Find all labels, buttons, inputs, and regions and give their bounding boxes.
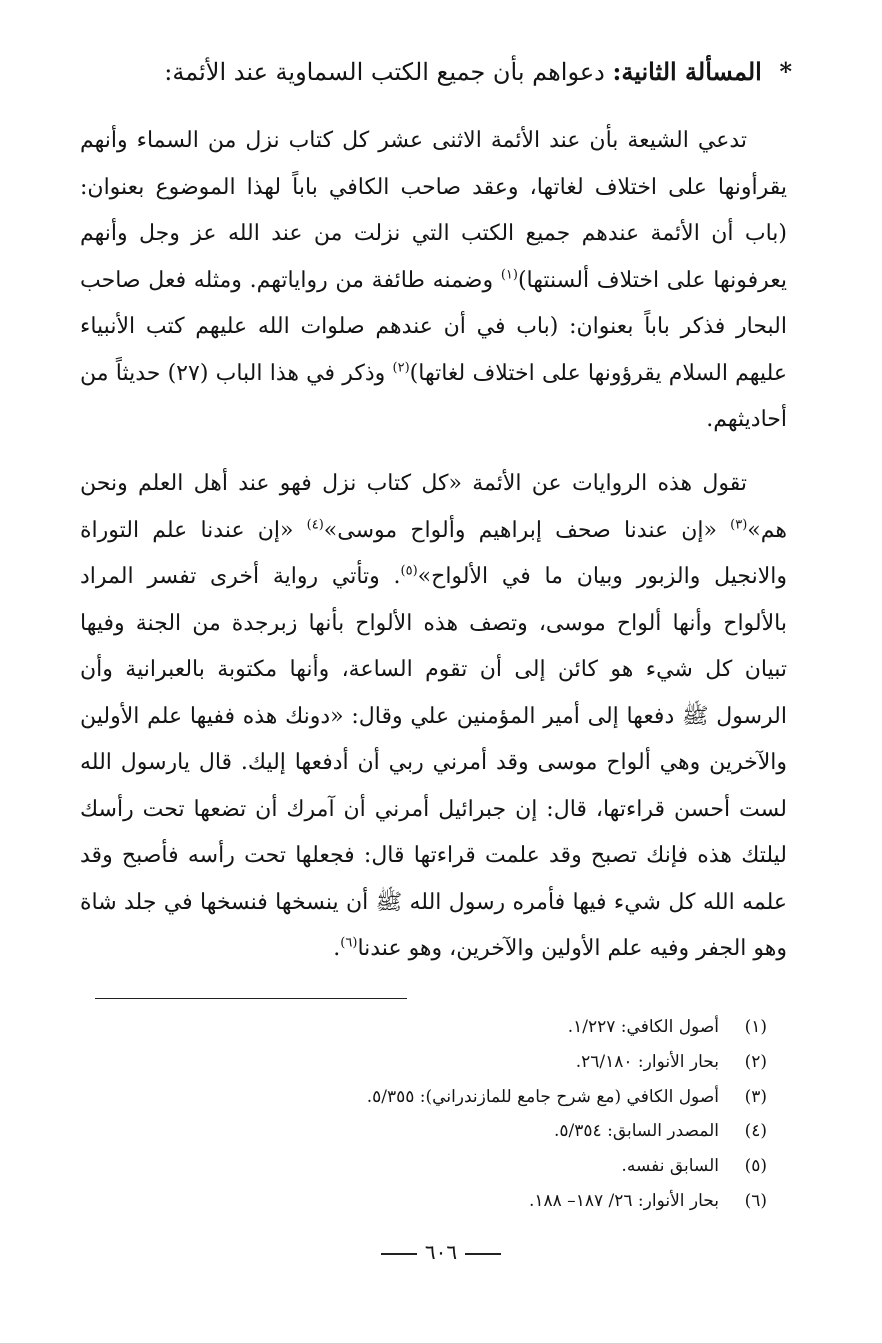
- paragraph-2-text-e: .: [333, 936, 341, 961]
- heading-label: المسألة الثانية:: [612, 57, 762, 86]
- asterisk-marker: *: [779, 57, 792, 86]
- footnote-number: (٤): [744, 1121, 767, 1142]
- footnote-text: بحار الأنوار: ٢٦/ ١٨٧– ١٨٨.: [528, 1190, 719, 1211]
- paragraph-1-text-b: وضمنه طائفة من رواياتهم. ومثله فعل صاحب البحار فذكر باباً بعنوان: (باب في أن عندهم صلوات الله عليهم كتب الأنبياء عليهم السلام يقرؤونها على اختلاف لغاتها): [80, 267, 787, 386]
- footnote-ref-1: (١): [500, 267, 518, 283]
- page-number-value: ٦٠٦: [424, 1240, 458, 1264]
- page-number: [0, 1240, 882, 1264]
- footnote-text: أصول الكافي (مع شرح جامع للمازندراني): ٥/٣٥٥.: [366, 1086, 719, 1107]
- footnote-separator: [95, 998, 407, 999]
- footnote-item: [100, 1045, 767, 1080]
- paragraph-1: [80, 118, 787, 444]
- paragraph-2: [80, 461, 787, 973]
- footnote-number: (٥): [744, 1156, 767, 1177]
- footnote-ref-6: (٦): [340, 935, 358, 951]
- footnote-number: (٦): [744, 1190, 767, 1211]
- footnote-number: (٢): [744, 1051, 767, 1072]
- footnote-text: المصدر السابق: ٥/٣٥٤.: [554, 1121, 719, 1142]
- footnote-number: (١): [744, 1017, 767, 1037]
- footnote-text: بحار الأنوار: ٢٦/١٨٠.: [575, 1051, 719, 1072]
- paragraph-2-text-b: «إن عندنا صحف إبراهيم وألواح موسى»: [323, 517, 731, 543]
- footnote-item: [100, 1149, 767, 1184]
- page-number-dash-left: [381, 1253, 417, 1255]
- footnote-ref-5: (٥): [400, 563, 418, 579]
- heading-text: دعواهم بأن جميع الكتب السماوية عند الأئمة:: [164, 58, 605, 86]
- paragraph-1-text-a: تدعي الشيعة بأن عند الأئمة الاثنى عشر كل كتاب نزل من السماء وأنهم يقرأونها على اختلاف لغاتها، وعقد صاحب الكافي باباً لهذا الموضوع بعنوان: (باب أن الأئمة عندهم جميع الكتب التي نزلت من عند الله عز وجل وأنهم يعرفونها على اختلاف ألسنتها): [80, 128, 787, 293]
- footnote-text: أصول الكافي: ١/٢٢٧.: [567, 1017, 719, 1037]
- footnote-ref-3: (٣): [730, 517, 748, 533]
- page-number-dash-right: [465, 1253, 501, 1255]
- paragraph-2-text-c: «إن عندنا علم التوراة والانجيل والزبور وبيان ما في الألواح»: [80, 517, 787, 589]
- footnote-number: (٣): [744, 1086, 767, 1107]
- footnotes-list: [100, 1010, 767, 1219]
- footnote-item: [100, 1114, 767, 1149]
- footnote-item: [100, 1010, 767, 1045]
- paragraph-2-text-a: تقول هذه الروايات عن الأئمة «كل كتاب نزل فهو عند أهل العلم ونحن هم»: [80, 471, 787, 543]
- paragraph-2-text-d: . وتأتي رواية أخرى تفسر المراد بالألواح وأنها ألواح موسى، وتصف هذه الألواح بأنها زبرجدة من الجنة وفيها تبيان كل شيء هو كائن إلى أن تقوم الساعة، وأنها مكتوبة بالعبرانية وأن الرسول ﷺ دفعها إلى أمير المؤمنين علي وقال: «دونك هذه ففيها علم الأولين والآخرين وهي ألواح موسى وقد أمرني ربي أن أدفعها إليك. قال يارسول الله لست أحسن قراءتها، قال: إن جبرائيل أمرني أن آمرك أن تضعها تحت رأسك ليلتك هذه فإنك تصبح وقد علمت قراءتها قال: فجعلها تحت رأسه فأصبح وقد علمه الله كل شيء فيها فأمره رسول الله ﷺ أن ينسخها فنسخها في جلد شاة وهو الجفر وفيه علم الأولين والآخرين، وهو عندنا: [80, 564, 787, 961]
- footnote-item: [100, 1080, 767, 1115]
- footnote-ref-2: (٢): [392, 360, 410, 376]
- footnote-text: السابق نفسه.: [621, 1156, 719, 1177]
- footnote-ref-4: (٤): [306, 517, 324, 533]
- section-heading: [100, 52, 792, 92]
- paragraph-1-text-c: وذكر في هذا الباب (٢٧) حديثاً من أحاديثهم.: [80, 360, 787, 432]
- footnote-item: [100, 1184, 767, 1219]
